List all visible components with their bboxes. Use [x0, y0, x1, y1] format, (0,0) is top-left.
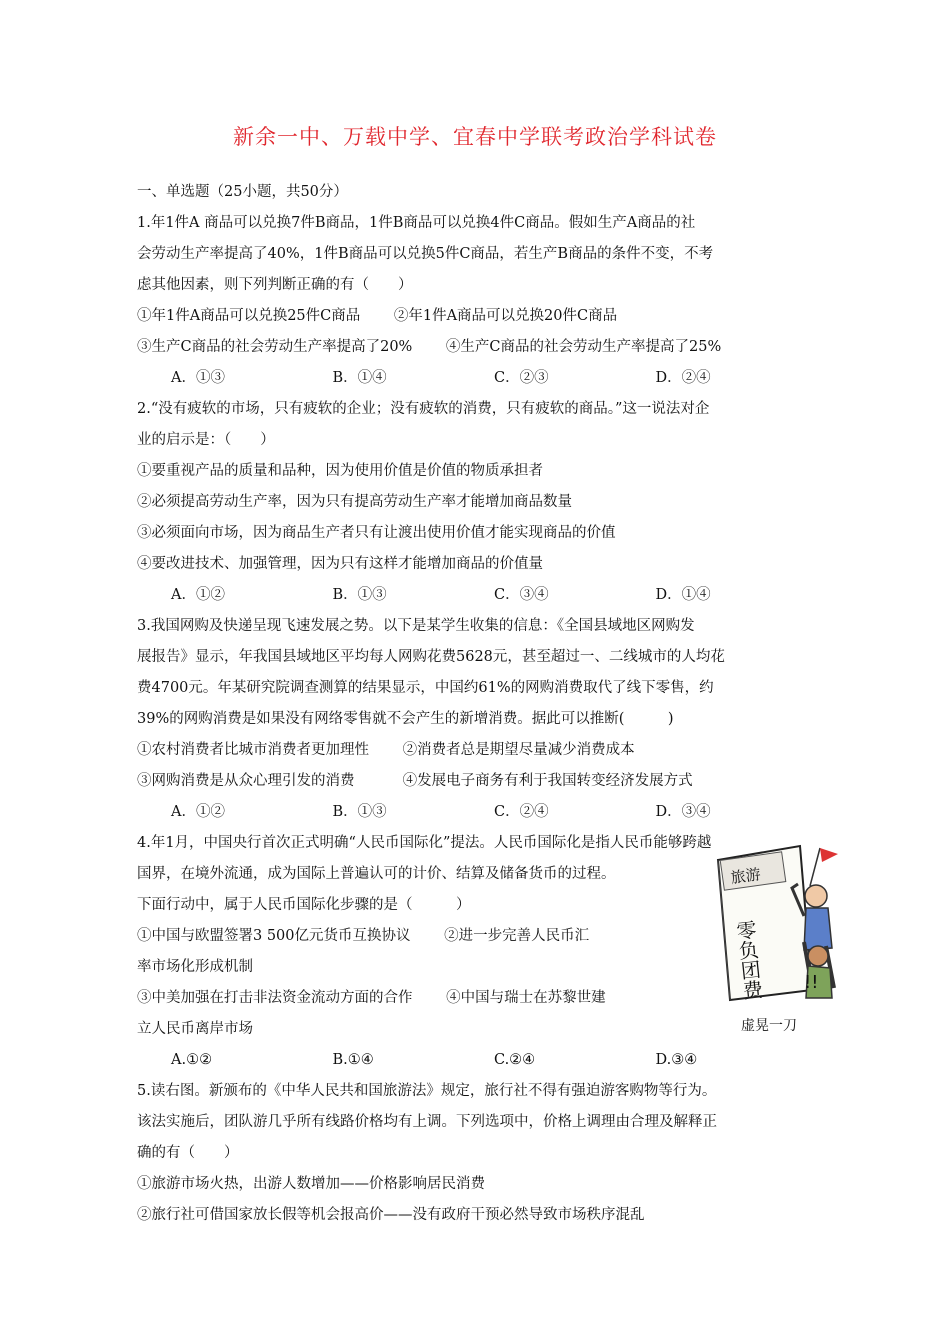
question-text: 国界，在境外流通，成为国际上普遍认可的计价、结算及储备货币的过程。: [137, 866, 616, 882]
question-text: 1.年1件A 商品可以兑换7件B商品，1件B商品可以兑换4件C商品。假如生产A商品的社: [137, 215, 696, 231]
sign-top-text: 旅游: [729, 865, 762, 888]
option-a[interactable]: A.①②: [171, 1052, 213, 1068]
statement-line: ①中国与欧盟签署3 500亿元货币互换协议 ②进一步完善人民币汇: [137, 928, 590, 944]
question-text: 4.年1月，中国央行首次正式明确“人民币国际化”提法。人民币国际化是指人民币能够跨越: [137, 835, 712, 851]
statement-line: 立人民币离岸市场: [137, 1021, 253, 1037]
option-d[interactable]: D．①④: [655, 587, 711, 603]
cartoon-caption: 虚晃一刀: [741, 1018, 797, 1034]
person-head-icon: [808, 946, 828, 966]
question-text: 确的有（ ）: [137, 1145, 239, 1161]
statement-line: 率市场化形成机制: [137, 959, 253, 975]
option-b[interactable]: B．①③: [332, 804, 387, 820]
question-text: 下面行动中，属于人民币国际化步骤的是（ ）: [137, 897, 471, 913]
exam-content: [137, 177, 817, 1231]
option-c[interactable]: C．③④: [494, 587, 549, 603]
sign-bottom-text: 零负团费: [732, 918, 765, 1002]
option-a[interactable]: A．①③: [171, 370, 225, 386]
exam-title: 新余一中、万载中学、宜春中学联考政治学科试卷: [233, 125, 717, 149]
svg-text:!!: !!: [804, 972, 819, 993]
cartoon-illustration: [708, 838, 842, 1008]
question-3: [137, 611, 817, 828]
statement-line: ①年1件A商品可以兑换25件C商品 ②年1件A商品可以兑换20件C商品: [137, 308, 618, 324]
question-text: 虑其他因素，则下列判断正确的有（ ）: [137, 277, 413, 293]
question-5: [137, 1076, 817, 1231]
option-d[interactable]: D．②④: [655, 370, 711, 386]
option-c[interactable]: C．②④: [494, 804, 549, 820]
statement-line: ③生产C商品的社会劳动生产率提高了20% ④生产C商品的社会劳动生产率提高了25%: [137, 339, 722, 355]
question-text: 业的启示是：（ ）: [137, 432, 275, 448]
question-text: 3.我国网购及快递呈现飞速发展之势。以下是某学生收集的信息：《全国县域地区网购发: [137, 618, 695, 634]
statement-line: ③必须面向市场，因为商品生产者只有让渡出使用价值才能实现商品的价值: [137, 525, 616, 541]
question-text: 2.“没有疲软的市场，只有疲软的企业；没有疲软的消费，只有疲软的商品。”这一说法对企: [137, 401, 710, 417]
question-2: [137, 394, 817, 611]
question-text: 39%的网购消费是如果没有网络零售就不会产生的新增消费。据此可以推断( ): [137, 711, 674, 727]
question-text: 费4700元。年某研究院调查测算的结果显示，中国约61%的网购消费取代了线下零售，约: [137, 680, 714, 696]
answer-options: [137, 363, 817, 394]
statement-line: ③中美加强在打击非法资金流动方面的合作 ④中国与瑞士在苏黎世建: [137, 990, 606, 1006]
question-text: 会劳动生产率提高了40%，1件B商品可以兑换5件C商品，若生产B商品的条件不变，不考: [137, 246, 714, 262]
statement-line: ①旅游市场火热，出游人数增加——价格影响居民消费: [137, 1176, 485, 1192]
option-b[interactable]: B.①④: [332, 1052, 374, 1068]
section-heading: 一、单选题（25小题，共50分）: [137, 184, 348, 200]
option-a[interactable]: A．①②: [171, 804, 225, 820]
question-text: 5.读右图。新颁布的《中华人民共和国旅游法》规定，旅行社不得有强迫游客购物等行为。: [137, 1083, 717, 1099]
answer-options: [137, 797, 817, 828]
question-text: 展报告》显示，年我国县域地区平均每人网购花费5628元，甚至超过一、二线城市的人均花: [137, 649, 725, 665]
question-text: 该法实施后，团队游几乎所有线路价格均有上调。下列选项中，价格上调理由合理及解释正: [137, 1114, 717, 1130]
option-c[interactable]: C．②③: [494, 370, 549, 386]
answer-options: [137, 580, 817, 611]
statement-line: ①要重视产品的质量和品种，因为使用价值是价值的物质承担者: [137, 463, 543, 479]
statement-line: ②必须提高劳动生产率，因为只有提高劳动生产率才能增加商品数量: [137, 494, 572, 510]
option-b[interactable]: B．①④: [332, 370, 387, 386]
answer-options: [137, 1045, 817, 1076]
statement-line: ②旅行社可借国家放长假等机会报高价——没有政府干预必然导致市场秩序混乱: [137, 1207, 645, 1223]
statement-line: ①农村消费者比城市消费者更加理性 ②消费者总是期望尽量减少消费成本: [137, 742, 635, 758]
option-b[interactable]: B．①③: [332, 587, 387, 603]
statement-line: ③网购消费是从众心理引发的消费 ④发展电子商务有利于我国转变经济发展方式: [137, 773, 693, 789]
option-a[interactable]: A．①②: [171, 587, 225, 603]
option-d[interactable]: D．③④: [655, 804, 711, 820]
option-d[interactable]: D.③④: [655, 1052, 698, 1068]
person-head-icon: [805, 885, 827, 907]
option-c[interactable]: C.②④: [494, 1052, 536, 1068]
flag-icon: [820, 848, 838, 862]
question-1: [137, 208, 817, 394]
statement-line: ④要改进技术、加强管理，因为只有这样才能增加商品的价值量: [137, 556, 543, 572]
